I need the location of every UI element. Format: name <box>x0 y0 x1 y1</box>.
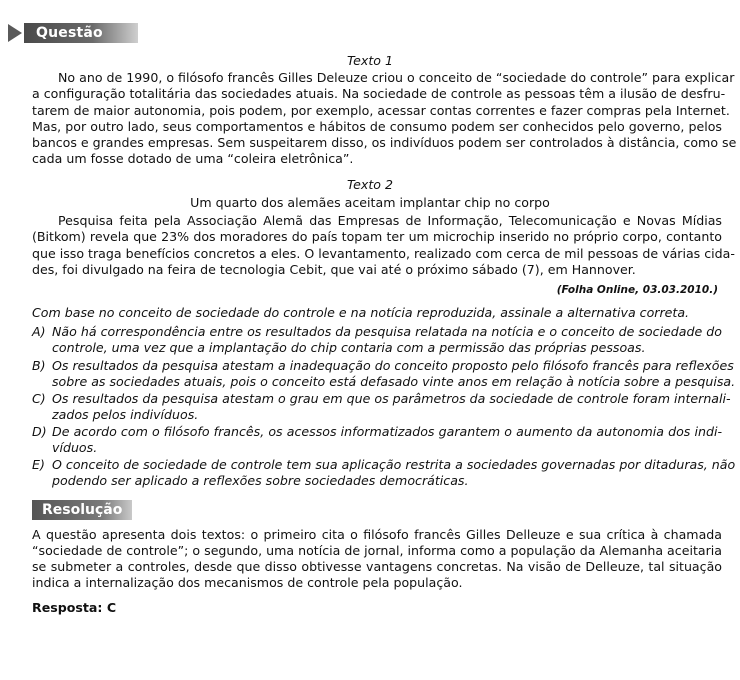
option-text: De acordo com o filósofo francês, os acessos informatizados garantem o aumento da autonomia dos indi- <box>52 424 722 439</box>
option-letter: C) <box>32 391 46 406</box>
texto1-line: tarem de maior autonomia, pois podem, por exemplo, acessar contas correntes e fazer compras pela Internet. <box>32 102 730 118</box>
option-d[interactable] <box>32 424 722 456</box>
texto2-line: des, foi divulgado na feira de tecnologia Cebit, que vai até o próximo sábado (7), em Hannover. <box>32 261 636 277</box>
texto1-title: Texto 1 <box>347 53 393 68</box>
option-letter: A) <box>32 324 46 339</box>
texto1-line: bancos e grandes empresas. Sem suspeitarem disso, os indivíduos podem ser controlados à distância, como se <box>32 135 737 151</box>
option-text: Os resultados da pesquisa atestam o grau em que os parâmetros da sociedade de controle foram internali- <box>52 391 731 406</box>
texto1-line: Mas, por outro lado, seus comportamentos e hábitos de consumo podem ser conhecidos pelo governo, pelos <box>32 118 722 134</box>
resolucao-label: Resolução <box>32 500 132 520</box>
resolucao-body <box>32 527 722 591</box>
option-e[interactable] <box>32 457 736 489</box>
option-text: víduos. <box>52 439 98 455</box>
texto2-headline: Um quarto dos alemães aceitam implantar chip no corpo <box>190 195 550 210</box>
question-label: Questão 60 <box>24 23 138 43</box>
question-prompt: Com base no conceito de sociedade do controle e na notícia reproduzida, assinale a alternativa correta. <box>32 305 690 320</box>
resolucao-line: “sociedade de controle”; o segundo, uma notícia de jornal, informa como a população da Alemanha aceitaria <box>32 543 722 558</box>
option-text: Não há correspondência entre os resultados da pesquisa relatada na notícia e o conceito de sociedade do <box>52 324 722 339</box>
resolucao-line: indica a internalização dos mecanismos de controle pela população. <box>32 575 463 590</box>
option-text: O conceito de sociedade de controle tem sua aplicação restrita a sociedades governadas por ditaduras, não <box>52 457 736 472</box>
play-arrow-icon <box>8 24 22 42</box>
texto1-line: No ano de 1990, o filósofo francês Gilles Deleuze criou o conceito de “sociedade do controle” para explicar <box>58 70 735 85</box>
texto2-line: (Bitkom) revela que 23% dos moradores do país topam ter um microchip inserido no próprio corpo, contanto <box>32 229 722 245</box>
texto2-line: que isso traga benefícios concretos a eles. O levantamento, realizado com cerca de mil pessoas de várias cida- <box>32 245 735 261</box>
answer: Resposta: C <box>32 600 117 615</box>
texto2-source: (Folha Online, 03.03.2010.) <box>556 284 718 296</box>
texto1-body <box>32 70 737 168</box>
option-b[interactable] <box>32 358 736 390</box>
option-text: podendo ser aplicado a reflexões sobre sociedades democráticas. <box>52 472 469 488</box>
option-text: Os resultados da pesquisa atestam a inadequação do conceito proposto pelo filósofo francês para reflexões <box>52 358 734 373</box>
texto2-line: Pesquisa feita pela Associação Alemã das Empresas de Informação, Telecomunicação e Novas Mídias <box>58 213 722 228</box>
option-c[interactable] <box>32 391 731 423</box>
resolucao-line: se submeter a controles, desde que disso obtivesse vantagens concretas. Na visão de Delleuze, tal situação <box>32 559 722 574</box>
option-text: controle, uma vez que a implantação do chip contaria com a permissão das próprias pessoas. <box>52 339 646 355</box>
resolucao-line: A questão apresenta dois textos: o primeiro cita o filósofo francês Gilles Delleuze e sua crítica à chamada <box>32 527 722 542</box>
texto1-line: cada um fosse dotado de uma “coleira eletrônica”. <box>32 151 354 167</box>
option-text: sobre as sociedades atuais, pois o conceito está defasado vinte anos em relação à notícia sobre a pesquisa. <box>52 373 736 389</box>
texto2-title: Texto 2 <box>347 177 393 192</box>
option-text: zados pelos indivíduos. <box>52 406 199 422</box>
question-header <box>8 23 138 61</box>
texto1-line: a configuração totalitária das sociedades atuais. Na sociedade de controle as pessoas têm a ilusão de desfru- <box>32 86 726 102</box>
option-letter: D) <box>32 424 47 439</box>
option-letter: B) <box>32 358 46 373</box>
option-a[interactable] <box>32 324 722 356</box>
option-letter: E) <box>32 457 45 472</box>
texto2-body <box>32 213 735 278</box>
